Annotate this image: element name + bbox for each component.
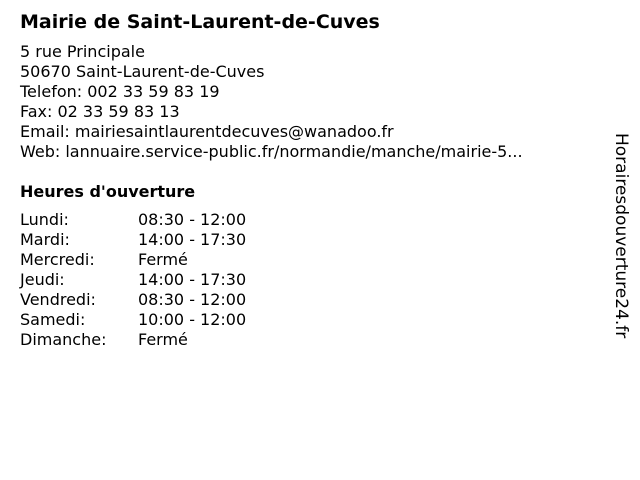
hours-time: 14:00 - 17:30 <box>138 230 247 249</box>
hours-day: Mardi: <box>20 230 70 249</box>
hours-time: 14:00 - 17:30 <box>138 270 247 289</box>
hours-day: Samedi: <box>20 310 86 329</box>
hours-time: 10:00 - 12:00 <box>138 310 247 329</box>
email-line: Email: mairiesaintlaurentdecuves@wanadoo.fr <box>20 122 394 141</box>
hours-row-wednesday <box>20 250 600 270</box>
hours-day: Jeudi: <box>20 270 65 289</box>
address-street: 5 rue Principale <box>20 42 145 61</box>
hours-time: 08:30 - 12:00 <box>138 290 247 309</box>
hours-row-monday <box>20 210 600 230</box>
address-city: 50670 Saint-Laurent-de-Cuves <box>20 62 265 81</box>
hours-row-sunday <box>20 330 600 350</box>
site-watermark: Horairesdouverture24.fr <box>611 133 631 339</box>
hours-time: Fermé <box>138 330 188 349</box>
web-line: Web: lannuaire.service-public.fr/normandie/manche/mairie-5... <box>20 142 523 161</box>
opening-hours-table <box>20 210 600 350</box>
hours-day: Vendredi: <box>20 290 96 309</box>
address-block <box>20 42 600 162</box>
page-title: Mairie de Saint-Laurent-de-Cuves <box>20 11 380 33</box>
hours-day: Mercredi: <box>20 250 95 269</box>
hours-row-friday <box>20 290 600 310</box>
hours-row-saturday <box>20 310 600 330</box>
business-card <box>20 8 600 350</box>
hours-day: Dimanche: <box>20 330 107 349</box>
hours-time: Fermé <box>138 250 188 269</box>
hours-row-thursday <box>20 270 600 290</box>
opening-hours-heading: Heures d'ouverture <box>20 182 196 201</box>
hours-day: Lundi: <box>20 210 69 229</box>
hours-row-tuesday <box>20 230 600 250</box>
fax-line: Fax: 02 33 59 83 13 <box>20 102 180 121</box>
phone-line: Telefon: 002 33 59 83 19 <box>20 82 220 101</box>
hours-time: 08:30 - 12:00 <box>138 210 247 229</box>
